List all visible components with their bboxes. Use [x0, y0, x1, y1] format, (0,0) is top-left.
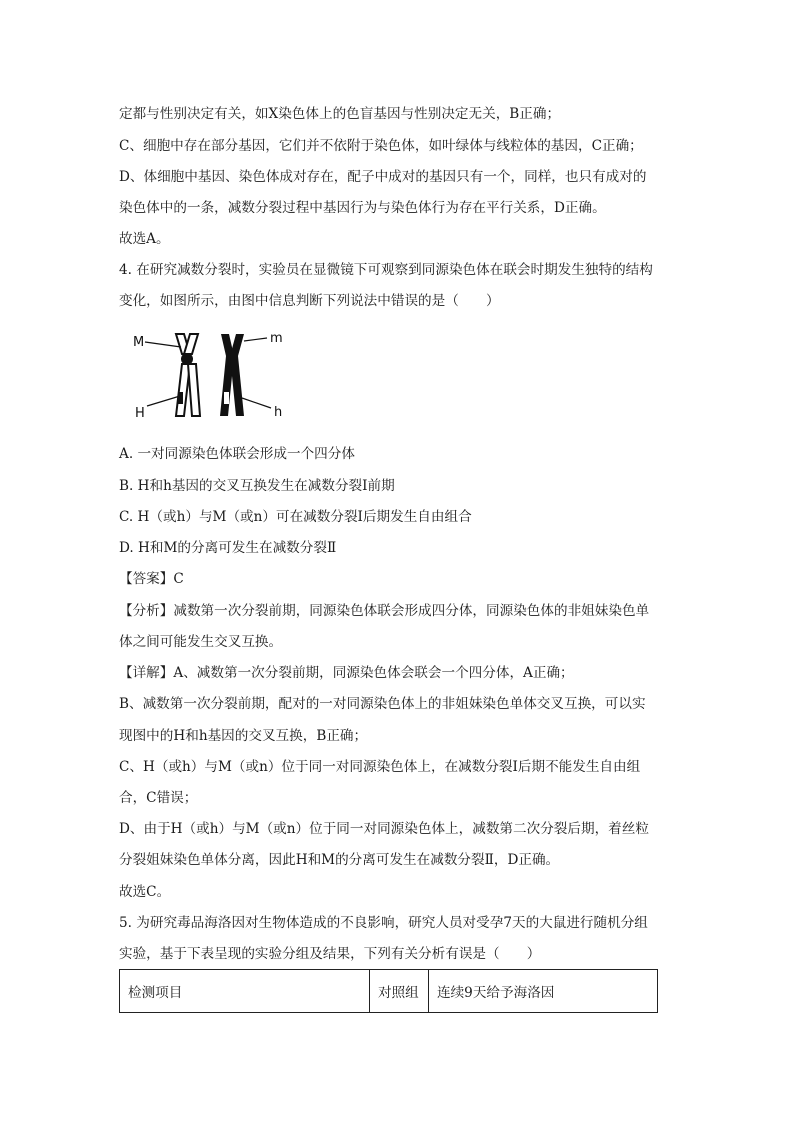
exchanged-segment-white	[224, 392, 229, 404]
centromere	[181, 353, 193, 365]
question-4-stem: 变化，如图所示，由图中信息判断下列说法中错误的是（ ）	[119, 293, 500, 309]
question-4-stem: 4. 在研究减数分裂时，实验员在显微镜下可观察到同源染色体在联会时期发生独特的结构	[119, 262, 653, 278]
text-line: D、体细胞中基因、染色体成对存在，配子中成对的基因只有一个，同样，也只有成对的	[119, 169, 647, 185]
analysis: 【分析】减数第一次分裂前期，同源染色体联会形成四分体，同源染色体的非姐妹染色单	[119, 603, 650, 619]
detail: 故选C。	[119, 884, 171, 900]
table-header-cell: 检测项目	[120, 970, 370, 1013]
detail: D、由于H（或h）与M（或n）位于同一对同源染色体上，减数第二次分裂后期，着丝粒	[119, 821, 649, 837]
text-line: 染色体中的一条，减数分裂过程中基因行为与染色体行为存在平行关系，D正确。	[119, 200, 606, 216]
option-a: A. 一对同源染色体联会形成一个四分体	[119, 446, 355, 462]
detail: 分裂姐妹染色单体分离，因此H和M的分离可发生在减数分裂Ⅱ，D正确。	[119, 852, 560, 868]
question-5-stem: 实验，基于下表呈现的实验分组及结果，下列有关分析有误是（ ）	[119, 946, 541, 962]
exchanged-segment	[178, 392, 183, 404]
homologous-chromosomes-diagram	[128, 322, 298, 422]
option-b: B. H和h基因的交叉互换发生在减数分裂Ⅰ前期	[119, 478, 395, 494]
label-h: h	[274, 405, 283, 420]
table-header-cell: 对照组	[370, 970, 429, 1013]
white-chromatid-upper-right	[184, 334, 198, 354]
label-m: m	[270, 331, 283, 346]
text-line: 故选A。	[119, 231, 170, 247]
detail: B、减数第一次分裂前期，配对的一对同源染色体上的非姐妹染色单体交叉互换，可以实	[119, 696, 646, 712]
detail: C、H（或h）与M（或n）位于同一对同源染色体上，在减数分裂Ⅰ后期不能发生自由组	[119, 759, 641, 775]
table-header-row	[120, 970, 658, 1013]
label-H: H	[135, 406, 145, 421]
experiment-table	[119, 969, 658, 1013]
detail: 【详解】A、减数第一次分裂前期，同源染色体会联会一个四分体，A正确；	[119, 665, 574, 681]
table-header-cell: 连续9天给予海洛因	[429, 970, 658, 1013]
chromosome-figure	[128, 322, 298, 422]
text-line: 定都与性别决定有关，如X染色体上的色盲基因与性别决定无关，B正确；	[119, 106, 561, 122]
white-chromatid-lower-right	[188, 364, 200, 416]
question-5-stem: 5. 为研究毒品海洛因对生物体造成的不良影响，研究人员对受孕7天的大鼠进行随机分组	[119, 915, 648, 931]
detail: 合，C错误；	[119, 790, 198, 806]
label-M: M	[133, 335, 145, 350]
detail: 现图中的H和h基因的交叉互换，B正确；	[119, 728, 368, 744]
option-c: C. H（或h）与M（或n）可在减数分裂Ⅰ后期发生自由组合	[119, 509, 472, 525]
text-line: C、细胞中存在部分基因，它们并不依附于染色体，如叶绿体与线粒体的基因，C正确；	[119, 138, 643, 154]
answer: 【答案】C	[119, 571, 184, 587]
analysis: 体之间可能发生交叉互换。	[119, 634, 283, 650]
black-chromosome	[220, 334, 244, 416]
option-d: D. H和M的分离可发生在减数分裂Ⅱ	[119, 540, 337, 556]
